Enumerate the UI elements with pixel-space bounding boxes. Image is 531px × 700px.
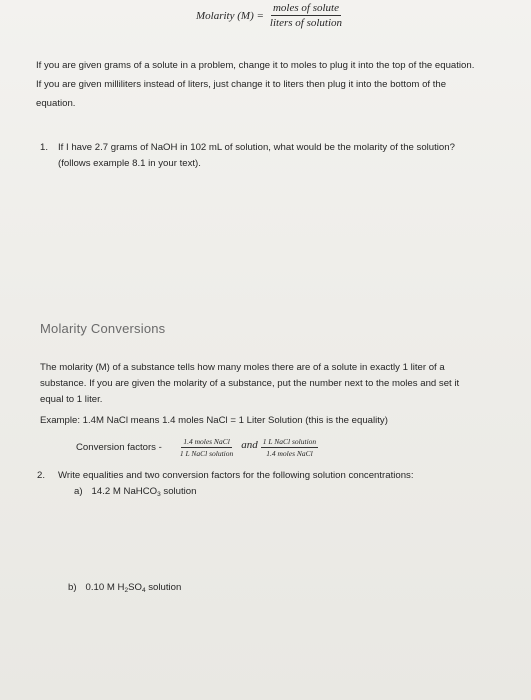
and-word: and	[241, 438, 258, 451]
question-2a-subscript: 3	[157, 491, 161, 498]
example-equality: Example: 1.4M NaCl means 1.4 moles NaCl = 1 Liter Solution (this is the equality)	[40, 415, 388, 426]
question-2b-tail: solution	[145, 582, 182, 593]
conversions-line-3: equal to 1 liter.	[40, 394, 103, 405]
conversion-factor-2	[261, 437, 318, 458]
factor-1-numerator: 1.4 moles NaCl	[183, 437, 230, 446]
question-2b-formula-mid: SO	[128, 582, 142, 593]
conversions-line-2: substance. If you are given the molarity of a substance, put the number next to the moles and set it	[40, 378, 460, 389]
conversions-paragraph	[40, 360, 522, 408]
question-2b	[68, 578, 181, 600]
factor-2-denominator: 1.4 moles NaCl	[266, 449, 313, 458]
formula-numerator: moles of solute	[272, 2, 339, 14]
question-1	[58, 138, 518, 173]
question-1-text: If I have 2.7 grams of NaOH in 102 mL of solution, what would be the molarity of the solution?	[58, 142, 455, 153]
question-2b-formula: 0.10 M H	[85, 582, 125, 593]
question-2-text: Write equalities and two conversion factors for the following solution concentrations:	[58, 470, 414, 481]
question-1-number: 1.	[40, 142, 49, 153]
factor-2-numerator: 1 L NaCl solution	[262, 437, 317, 446]
molarity-formula	[196, 2, 344, 29]
question-2-number: 2.	[37, 470, 46, 481]
intro-line-3: equation.	[36, 98, 76, 109]
intro-line-1: If you are given grams of a solute in a problem, change it to moles to plug it into the top of the equation.	[36, 60, 475, 71]
conversion-factor-1	[178, 437, 235, 458]
formula-lhs: Molarity (M) =	[196, 9, 264, 22]
question-2a-tail: solution	[160, 486, 197, 497]
question-2b-subscript-1: 2	[124, 587, 129, 594]
formula-fraction	[268, 2, 344, 29]
conversion-factors	[76, 437, 318, 458]
question-2a-label: a)	[74, 486, 83, 497]
intro-line-2: If you are given milliliters instead of liters, just change it to liters then plug it into the bottom of the	[36, 79, 447, 90]
question-2a-formula: 14.2 M NaHCO	[91, 486, 158, 497]
intro-paragraph	[36, 56, 526, 113]
formula-denominator: liters of solution	[269, 17, 343, 29]
conversion-factors-label: Conversion factors -	[76, 442, 162, 453]
section-heading: Molarity Conversions	[40, 321, 166, 336]
question-1-note: (follows example 8.1 in your text).	[58, 158, 201, 169]
question-2b-subscript-2: 4	[141, 587, 146, 594]
question-2b-label: b)	[68, 582, 77, 593]
conversions-line-1: The molarity (M) of a substance tells how many moles there are of a solute in exactly 1 liter of a	[40, 362, 445, 373]
question-2a	[74, 482, 196, 504]
factor-1-denominator: 1 L NaCl solution	[179, 449, 234, 458]
